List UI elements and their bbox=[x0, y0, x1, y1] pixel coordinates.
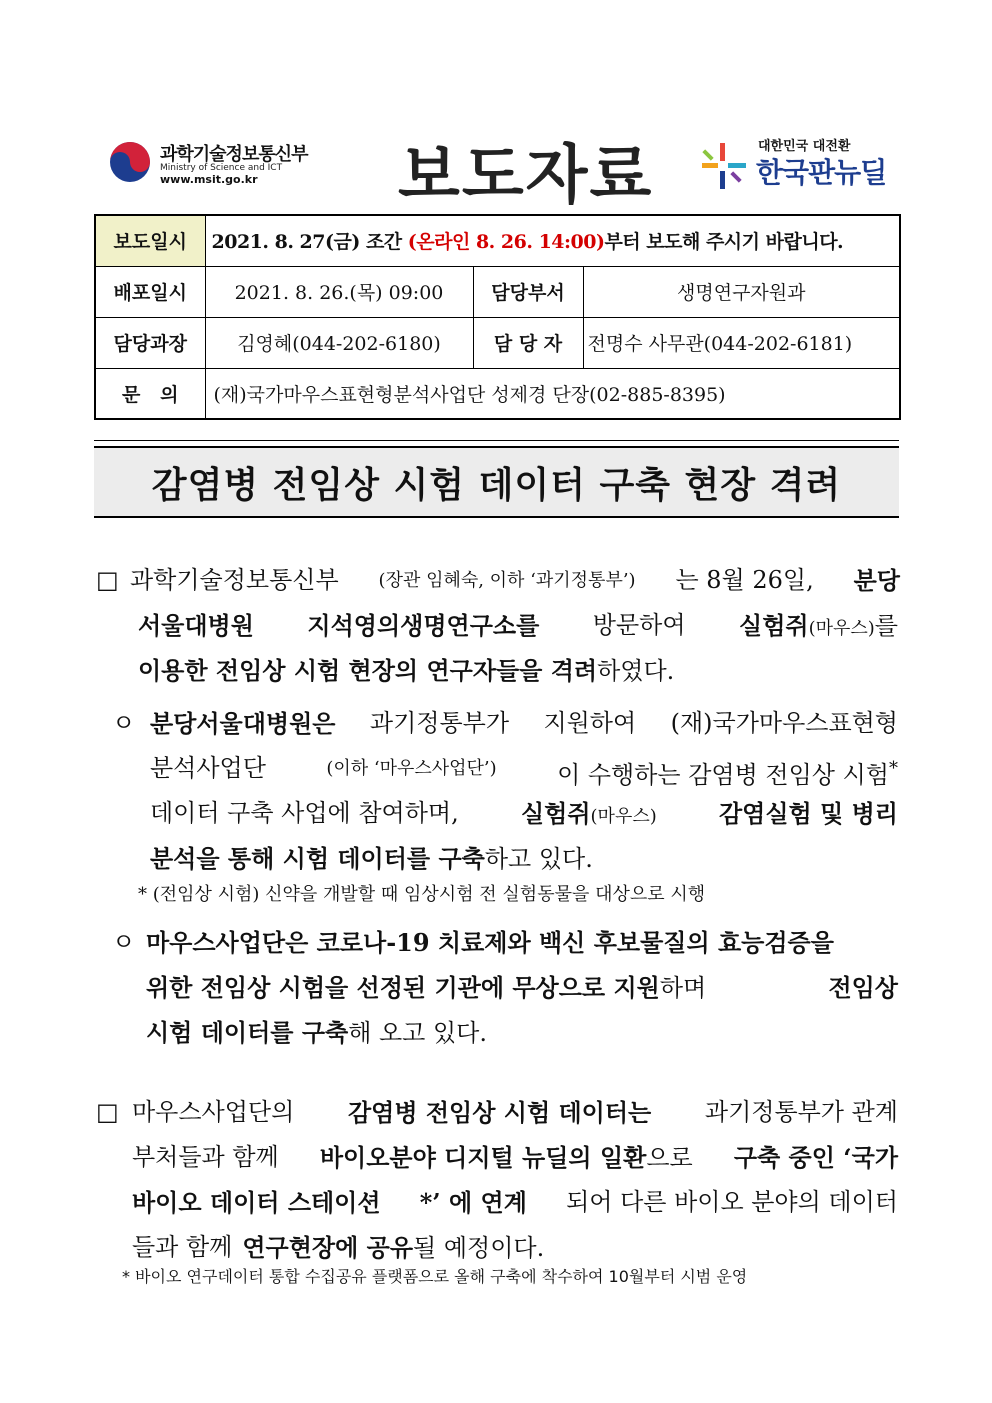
press-release-title: 보도자료 bbox=[398, 139, 654, 213]
circle-bullet: ㅇ bbox=[112, 928, 136, 956]
paragraph-line: 분석을 통해 시험 데이터를 구축하고 있다. bbox=[150, 844, 593, 873]
paragraph-3 bbox=[146, 920, 898, 1055]
paragraph-line: 바이오 데이터 스테이션 *’ 에 연계 되어 다른 바이오 분야의 데이터 bbox=[132, 1188, 898, 1217]
headline-box bbox=[94, 446, 899, 518]
newdeal-spark-icon bbox=[700, 141, 750, 191]
distribution-date-label: 배포일시 bbox=[95, 266, 205, 317]
release-info-table bbox=[94, 214, 901, 420]
paragraph-2 bbox=[150, 701, 898, 881]
inquiry-label: 문 의 bbox=[95, 368, 205, 419]
divider bbox=[94, 440, 899, 441]
table-row bbox=[95, 215, 900, 266]
circle-bullet: ㅇ bbox=[112, 709, 136, 737]
paragraph-line: 부처들과 함께 바이오분야 디지털 뉴딜의 일환으로 구축 중인 ‘국가 bbox=[132, 1143, 898, 1172]
paragraph-line: 시험 데이터를 구축해 오고 있다. bbox=[146, 1018, 487, 1047]
newdeal-logo bbox=[700, 135, 890, 195]
footnote-2: * 바이오 연구데이터 통합 수집공유 플랫폼으로 올해 구축에 착수하여 10월부터 시범 운영 bbox=[122, 1267, 748, 1286]
paragraph-line: 마우스사업단의 감염병 전임상 시험 데이터는 과기정통부가 관계 bbox=[132, 1098, 898, 1127]
paragraph-1-cont bbox=[138, 603, 898, 693]
inquiry-value: (재)국가마우스표현형분석사업단 성제경 단장(02-885-8395) bbox=[205, 368, 900, 419]
paragraph-line: 서울대병원 지석영의생명연구소를 방문하여 실험쥐(마우스)를 bbox=[138, 611, 898, 640]
release-date-value: 2021. 8. 27(금) 조간 (온라인 8. 26. 14:00)부터 보도해 주시기 바랍니다. bbox=[205, 215, 900, 266]
paragraph-line: 위한 전임상 시험을 선정된 기관에 무상으로 지원하며 전임상 bbox=[146, 973, 898, 1002]
table-row bbox=[95, 266, 900, 317]
ministry-name: 과학기술정보통신부 bbox=[160, 144, 308, 165]
checkbox-bullet: □ bbox=[96, 566, 119, 594]
distribution-date-value: 2021. 8. 26.(목) 09:00 bbox=[205, 266, 473, 317]
newdeal-subtitle: 대한민국 대전환 bbox=[758, 139, 851, 154]
officer-value: 전명수 사무관(044-202-6181) bbox=[583, 317, 900, 368]
ministry-english: Ministry of Science and ICT bbox=[160, 163, 283, 173]
footnote-1: * (전임상 시험) 신약을 개발할 때 임상시험 전 실험동물을 대상으로 시행 bbox=[138, 884, 706, 905]
release-date-label: 보도일시 bbox=[95, 215, 205, 266]
manager-value: 김영혜(044-202-6180) bbox=[205, 317, 473, 368]
department-label: 담당부서 bbox=[473, 266, 583, 317]
paragraph-line: 과학기술정보통신부 (장관 임혜숙, 이하 ‘과기정통부’) 는 8월 26일, 분당 bbox=[130, 566, 900, 595]
paragraph-1 bbox=[130, 558, 900, 603]
officer-label: 담 당 자 bbox=[473, 317, 583, 368]
ministry-url: www.msit.go.kr bbox=[160, 173, 258, 186]
checkbox-bullet: □ bbox=[96, 1098, 119, 1126]
paragraph-line: 데이터 구축 사업에 참여하며, 실험쥐(마우스) 감염실험 및 병리 bbox=[150, 799, 898, 828]
paragraph-line: 이용한 전임상 시험 현장의 연구자들을 격려하였다. bbox=[138, 656, 675, 685]
paragraph-4 bbox=[132, 1090, 898, 1270]
paragraph-line: 분석사업단 (이하 ‘마우스사업단’) 이 수행하는 감염병 전임상 시험* bbox=[150, 754, 898, 789]
headline: 감염병 전임상 시험 데이터 구축 현장 격려 bbox=[151, 464, 842, 506]
table-row bbox=[95, 317, 900, 368]
paragraph-line: 마우스사업단은 코로나-19 치료제와 백신 후보물질의 효능검증을 bbox=[146, 928, 834, 957]
paragraph-line: 분당서울대병원은 과기정통부가 지원하여 (재)국가마우스표현형 bbox=[150, 709, 898, 738]
table-row bbox=[95, 368, 900, 419]
paragraph-line: 들과 함께 연구현장에 공유될 예정이다. bbox=[132, 1233, 545, 1262]
ministry-logo bbox=[108, 140, 318, 192]
department-value: 생명연구자원과 bbox=[583, 266, 900, 317]
taegeuk-emblem-icon bbox=[108, 140, 152, 184]
manager-label: 담당과장 bbox=[95, 317, 205, 368]
newdeal-name: 한국판뉴딜 bbox=[756, 156, 887, 189]
